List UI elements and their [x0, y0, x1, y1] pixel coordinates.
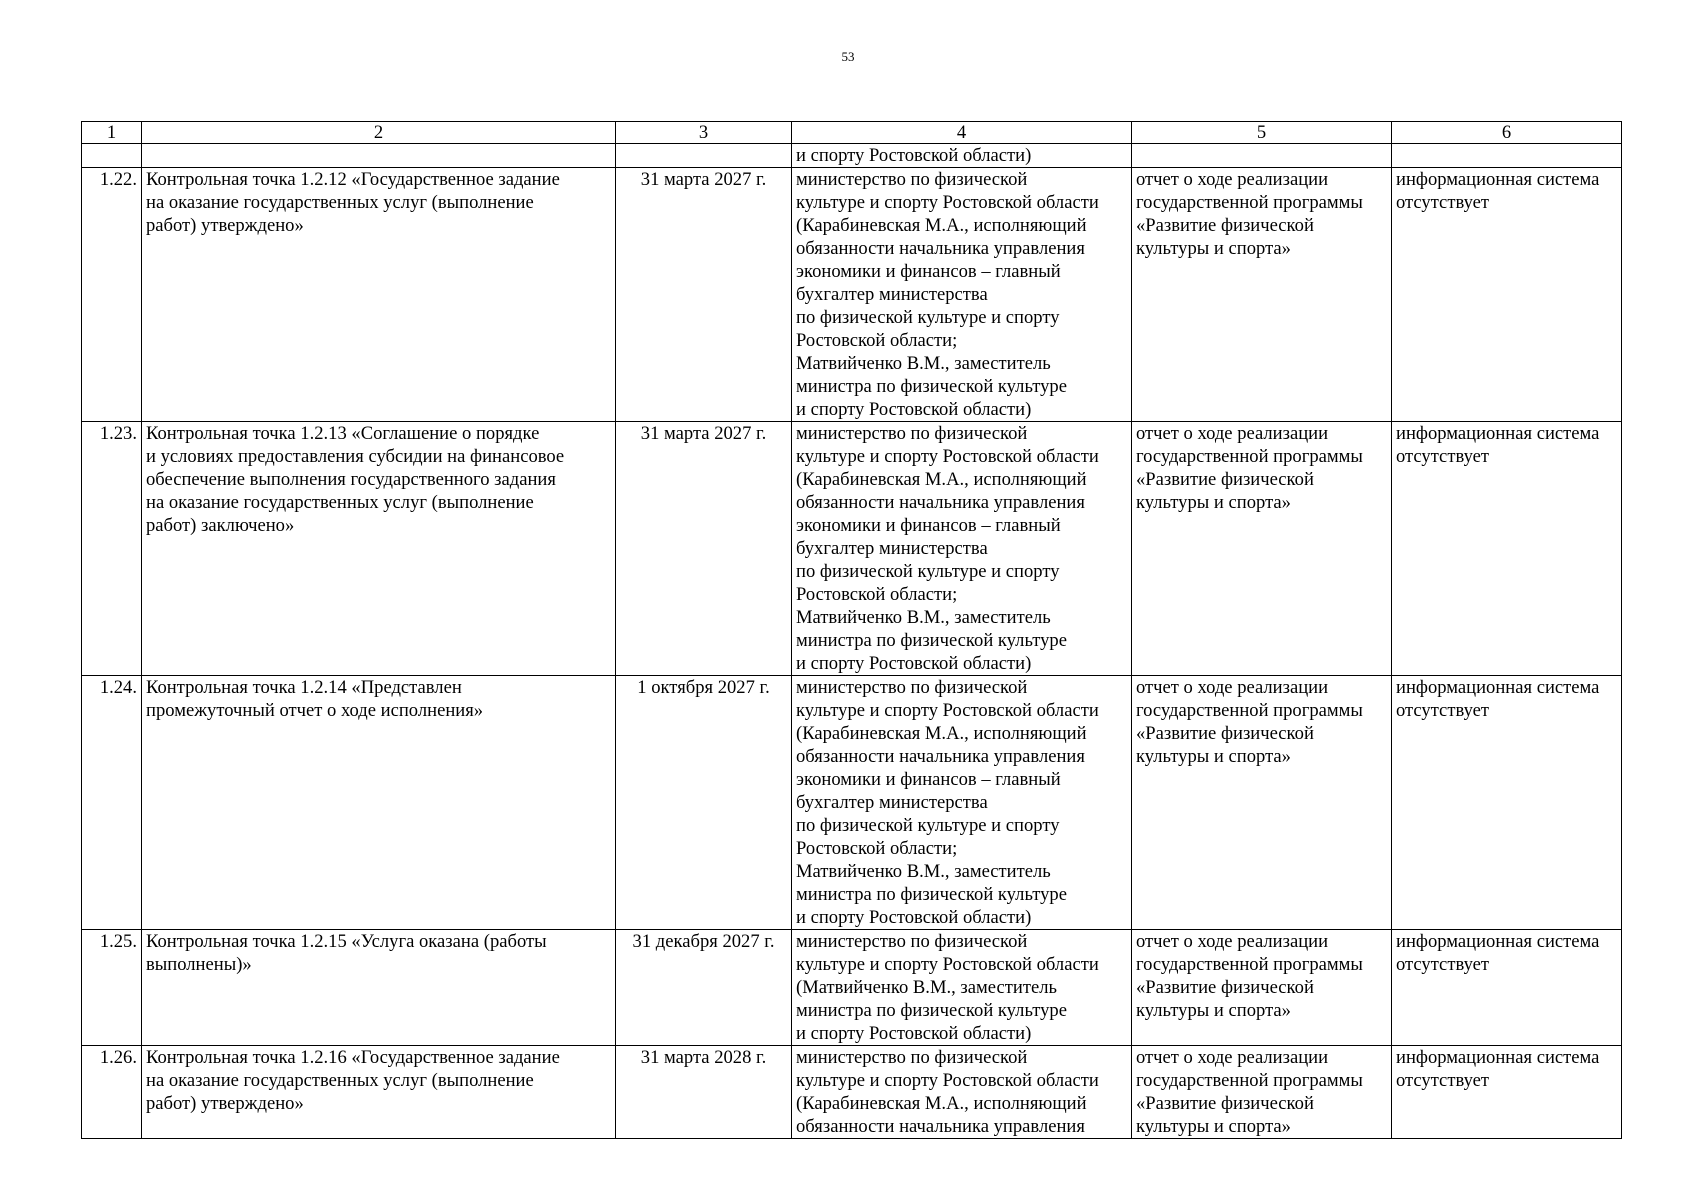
table-row — [82, 930, 1622, 1046]
table-row — [82, 144, 1622, 168]
row-system: информационная система отсутствует — [1392, 168, 1622, 422]
row-responsible: министерство по физической культуре и спорту Ростовской области (Карабиневская М.А., исполняющий обязанности начальника управления экономики и финансов – главный бухгалтер министерства по физической культуре и спорту Ростовской области; Матвийченко В.М., заместитель министра по физической культуре и спорту Ростовской области) — [792, 422, 1132, 676]
table-row — [82, 422, 1622, 676]
column-header: 3 — [616, 122, 792, 144]
row-document: отчет о ходе реализации государственной программы «Развитие физической культуры и спорта» — [1132, 1046, 1392, 1139]
column-header: 5 — [1132, 122, 1392, 144]
row-system: информационная система отсутствует — [1392, 422, 1622, 676]
table-row — [82, 1046, 1622, 1139]
row-responsible: министерство по физической культуре и спорту Ростовской области (Карабиневская М.А., исполняющий обязанности начальника управления экономики и финансов – главный бухгалтер министерства по физической культуре и спорту Ростовской области; Матвийченко В.М., заместитель министра по физической культуре и спорту Ростовской области) — [792, 168, 1132, 422]
plan-table — [81, 121, 1622, 1139]
row-title: Контрольная точка 1.2.15 «Услуга оказана (работы выполнены)» — [142, 930, 616, 1046]
row-document: отчет о ходе реализации государственной программы «Развитие физической культуры и спорта» — [1132, 930, 1392, 1046]
column-header: 1 — [82, 122, 142, 144]
row-system: информационная система отсутствует — [1392, 1046, 1622, 1139]
row-system — [1392, 144, 1622, 168]
row-date: 31 марта 2027 г. — [616, 168, 792, 422]
row-system: информационная система отсутствует — [1392, 676, 1622, 930]
row-title: Контрольная точка 1.2.14 «Представлен промежуточный отчет о ходе исполнения» — [142, 676, 616, 930]
row-document: отчет о ходе реализации государственной программы «Развитие физической культуры и спорта» — [1132, 168, 1392, 422]
row-number: 1.24. — [82, 676, 142, 930]
row-date: 1 октября 2027 г. — [616, 676, 792, 930]
row-title — [142, 144, 616, 168]
row-number: 1.22. — [82, 168, 142, 422]
column-header: 6 — [1392, 122, 1622, 144]
row-responsible: министерство по физической культуре и спорту Ростовской области (Матвийченко В.М., заместитель министра по физической культуре и спорту Ростовской области) — [792, 930, 1132, 1046]
column-header: 2 — [142, 122, 616, 144]
row-document: отчет о ходе реализации государственной программы «Развитие физической культуры и спорта» — [1132, 422, 1392, 676]
row-number: 1.25. — [82, 930, 142, 1046]
row-date: 31 марта 2027 г. — [616, 422, 792, 676]
table-row — [82, 168, 1622, 422]
row-title: Контрольная точка 1.2.16 «Государственное задание на оказание государственных услуг (выполнение работ) утверждено» — [142, 1046, 616, 1139]
row-responsible: министерство по физической культуре и спорту Ростовской области (Карабиневская М.А., исполняющий обязанности начальника управления — [792, 1046, 1132, 1139]
column-header: 4 — [792, 122, 1132, 144]
table-row — [82, 676, 1622, 930]
row-document: отчет о ходе реализации государственной программы «Развитие физической культуры и спорта» — [1132, 676, 1392, 930]
row-date: 31 декабря 2027 г. — [616, 930, 792, 1046]
page-number: 53 — [841, 49, 855, 64]
table-header-row — [82, 122, 1622, 144]
row-number: 1.23. — [82, 422, 142, 676]
row-document — [1132, 144, 1392, 168]
row-responsible: и спорту Ростовской области) — [792, 144, 1132, 168]
row-number — [82, 144, 142, 168]
row-title: Контрольная точка 1.2.12 «Государственное задание на оказание государственных услуг (выполнение работ) утверждено» — [142, 168, 616, 422]
row-system: информационная система отсутствует — [1392, 930, 1622, 1046]
row-responsible: министерство по физической культуре и спорту Ростовской области (Карабиневская М.А., исполняющий обязанности начальника управления экономики и финансов – главный бухгалтер министерства по физической культуре и спорту Ростовской области; Матвийченко В.М., заместитель министра по физической культуре и спорту Ростовской области) — [792, 676, 1132, 930]
row-date — [616, 144, 792, 168]
row-date: 31 марта 2028 г. — [616, 1046, 792, 1139]
row-title: Контрольная точка 1.2.13 «Соглашение о порядке и условиях предоставления субсидии на финансовое обеспечение выполнения государственного задания на оказание государственных услуг (выполнение работ) заключено» — [142, 422, 616, 676]
row-number: 1.26. — [82, 1046, 142, 1139]
